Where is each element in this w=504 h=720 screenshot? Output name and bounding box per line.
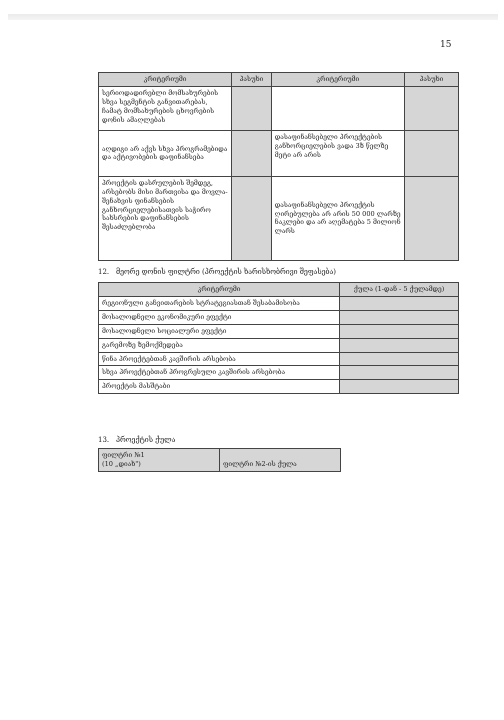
score-cell [340,380,459,394]
table-row [99,352,459,366]
table-row [99,310,459,324]
score-cell [340,366,459,380]
filter-1-label: ფილტრი №1 [102,451,145,459]
criterion-cell: სხვა პროექტებთან პროგრესული კავშირის არსებობა [99,366,340,380]
criteria-table-header [99,73,459,87]
table-row [99,86,459,130]
score-cell [340,324,459,338]
section-title: მეორე დონის ფილტრი (პროექტის ხარისხობრივი შეფასება) [116,268,337,276]
section-heading [98,436,175,444]
section-number: 13. [98,436,110,444]
answer-cell [232,130,272,176]
table-row [99,449,341,472]
filter-1-sublabel: (10 „დიახ") [102,459,141,468]
answer-cell [232,176,272,260]
header-score: ქულა (1-დან - 5 ქულამდე) [340,283,459,297]
criterion-cell: წინა პროექტებთან კავშირის არსებობა [99,352,340,366]
answer-cell [232,86,272,130]
project-score-table [98,448,341,472]
section-heading [98,268,336,276]
answer-cell [404,176,458,260]
header-criterion: კრიტერიუმი [271,73,404,87]
table-row [99,176,459,260]
header-answer: პასუხი [232,73,272,87]
table-row [99,338,459,352]
score-cell [340,310,459,324]
criterion-cell: მოსალოდნელი ეკონომიკური ეფექტი [99,310,340,324]
table-row [99,380,459,394]
table-row [99,366,459,380]
scan-artifact [8,14,498,20]
criterion-cell: აღდიგი არ აქვს სხვა პროგრამებიდა და აქტივობების დაფინანსება [99,130,232,176]
page-number: 15 [440,40,452,50]
criterion-cell: სერიოდადირებლი მომსახურების სხვა სეგმენტის განვითარებას, ჩამატ მომსახურების ცხოვრების დონის ამაღლებას [99,86,232,130]
section-title: პროექტის ქულა [116,436,176,444]
table-row [99,324,459,338]
score-cell [340,338,459,352]
criterion-cell: დასაფინანსებელი პროექტის ღირებულება არ არის 50 000 ლარზე ნაკლები და არ აღემატება 5 მილიონ ლარს [271,176,404,260]
criteria-table [98,72,459,261]
criterion-cell [271,86,404,130]
answer-cell [404,86,458,130]
filter-2-cell: ფილტრი №2-ის ქულა [220,449,341,472]
criterion-cell: მოსალოდნელი სოციალური ეფექტი [99,324,340,338]
criterion-cell: დასაფინანსებელი პროექტების განხორციელების ვადა 3ზ წელზე მეტი არ არის [271,130,404,176]
table-row [99,130,459,176]
criterion-cell: გარემოზე ზემოქმედება [99,338,340,352]
criterion-cell: რეგიონული განვითარების სტრატეგიასთან შესაბამისობა [99,297,340,311]
header-answer: პასუხი [404,73,458,87]
criterion-cell: პროექტის მასშტაბი [99,380,340,394]
table-row [99,297,459,311]
filter-1-cell [99,449,220,472]
score-cell [340,352,459,366]
answer-cell [404,130,458,176]
section-number: 12. [98,268,110,276]
criterion-cell: პროექტის დასრულების შემდეგ, არსებობს მისი მართვისა და მოვლა-შენახვის ფინანსების განხორციელებისათვის საჭირო სახსრების დაფინანსების შესაძლებლობა [99,176,232,260]
quality-table-header [99,283,459,297]
header-criterion: კრიტერიუმი [99,73,232,87]
score-cell [340,297,459,311]
quality-filter-table [98,282,459,394]
header-criterion: კრიტერიუმი [99,283,340,297]
